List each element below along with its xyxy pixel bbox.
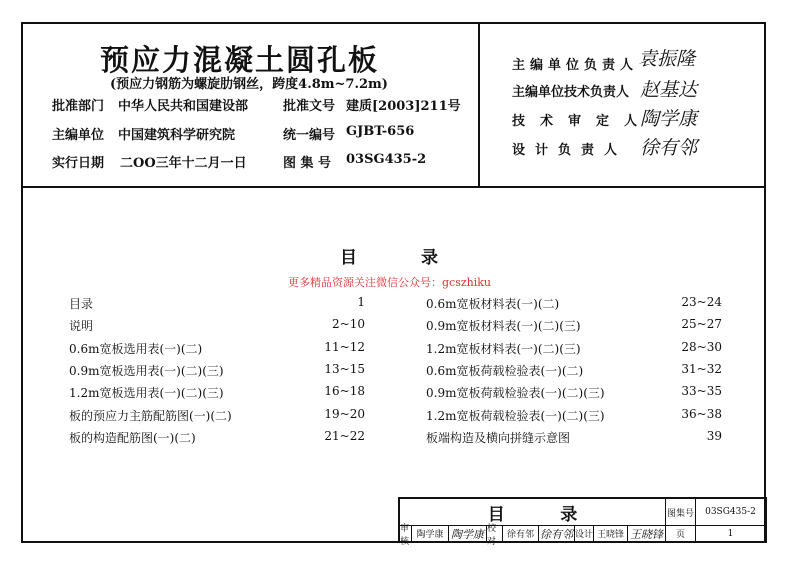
toc-entry-pages: 36~38: [681, 406, 722, 421]
document-subtitle: (预应力钢筋为螺旋肋钢丝，跨度4.8m~7.2m): [110, 77, 388, 92]
toc-entry-title: 板端构造及横向拼缝示意图: [426, 430, 571, 445]
unified-no-value: GJBT-656: [346, 124, 415, 139]
title-block-title: [400, 499, 666, 525]
toc-entry-title: 板的预应力主筋配筋图(一)(二): [69, 408, 232, 423]
approval-no-value: 建质[2003]211号: [346, 99, 461, 114]
signature-role: 主编单位技术负责人: [512, 85, 630, 100]
toc-entry-title: 1.2m宽板材料表(一)(二)(三): [426, 341, 581, 356]
unified-no-label: 统一编号: [283, 128, 336, 143]
toc-heading-left: 目: [340, 248, 357, 268]
signature-name: 赵基达: [640, 79, 698, 101]
toc-entry-title: 目录: [69, 297, 94, 311]
effective-date-label: 实行日期: [52, 156, 105, 171]
toc-entry-pages: 13~15: [324, 361, 365, 376]
signature-role: 设计负责人: [512, 143, 628, 158]
toc-entry-title: 0.6m宽板选用表(一)(二): [69, 341, 203, 356]
signature-name: 袁振隆: [638, 48, 696, 70]
toc-entry-pages: 2~10: [332, 317, 365, 332]
toc-entry-pages: 19~20: [324, 406, 365, 421]
toc-entry-pages: 23~24: [681, 295, 722, 309]
toc-entry-pages: 16~18: [324, 384, 365, 399]
review-label: 审核: [400, 526, 412, 541]
toc-entry-title: 说明: [69, 319, 94, 334]
check-name: 徐有邻: [503, 526, 539, 541]
toc-entry-pages: 33~35: [681, 384, 722, 399]
notice-text: 更多精品资源关注微信公众号：gcszhiku: [288, 276, 491, 289]
check-label: 校对: [487, 526, 503, 541]
document-title: 预应力混凝土圆孔板: [100, 43, 380, 77]
editor-unit-value: 中国建筑科学研究院: [118, 128, 236, 143]
signature-name: 陶学康: [640, 108, 698, 130]
toc-heading-right: 录: [421, 248, 438, 268]
design-label: 设计: [575, 526, 594, 541]
header-divider: [21, 186, 766, 188]
toc-entry-title: 0.9m宽板材料表(一)(二)(三): [426, 319, 581, 334]
editor-unit-label: 主编单位: [52, 128, 105, 143]
atlas-label-cell: 图集号: [666, 499, 696, 525]
toc-entry-title: 0.6m宽板荷载检验表(一)(二): [426, 363, 584, 378]
review-name: 陶学康: [412, 526, 449, 541]
approval-dept-value: 中华人民共和国建设部: [118, 99, 249, 114]
toc-entry-title: 1.2m宽板选用表(一)(二)(三): [69, 386, 224, 401]
toc-entry-title: 板的构造配筋图(一)(二): [69, 430, 196, 445]
header-vertical-divider: [478, 22, 480, 187]
toc-entry-title: 0.9m宽板荷载检验表(一)(二)(三): [426, 386, 605, 401]
signature-name: 徐有邻: [640, 137, 698, 159]
atlas-value-cell: 03SG435-2: [705, 507, 756, 517]
toc-entry-pages: 39: [706, 428, 722, 443]
check-signature: 徐有邻: [540, 527, 573, 541]
toc-entry-title: 1.2m宽板荷载检验表(一)(二)(三): [426, 408, 605, 423]
review-signature: 陶学康: [449, 526, 487, 541]
toc-entry-pages: 1: [357, 295, 365, 309]
page-label-cell: 页: [666, 526, 696, 541]
design-name: 王晓锋: [594, 526, 628, 541]
effective-date-value: 二ΟΟ三年十二月一日: [120, 156, 247, 171]
signature-role: 主编单位负责人: [512, 58, 639, 73]
toc-entry-pages: 11~12: [324, 339, 365, 354]
atlas-no-label: 图 集 号: [283, 156, 332, 171]
toc-entry-title: 0.6m宽板材料表(一)(二): [426, 297, 560, 311]
title-block: [398, 497, 767, 547]
signature-role: 技术审定人: [512, 114, 653, 129]
toc-entry-pages: 25~27: [681, 317, 722, 332]
title-block-title-right: 录: [560, 504, 578, 525]
approval-no-label: 批准文号: [283, 99, 336, 114]
page-value-cell: 1: [727, 528, 734, 539]
toc-entry-pages: 21~22: [324, 428, 365, 443]
atlas-no-value: 03SG435-2: [346, 152, 427, 167]
design-signature: 王晓锋: [628, 526, 666, 541]
toc-entry-pages: 28~30: [681, 339, 722, 354]
title-block-title-left: 目: [487, 504, 505, 525]
toc-entry-pages: 31~32: [681, 361, 722, 376]
approval-dept-label: 批准部门: [52, 99, 105, 114]
toc-entry-title: 0.9m宽板选用表(一)(二)(三): [69, 363, 224, 378]
